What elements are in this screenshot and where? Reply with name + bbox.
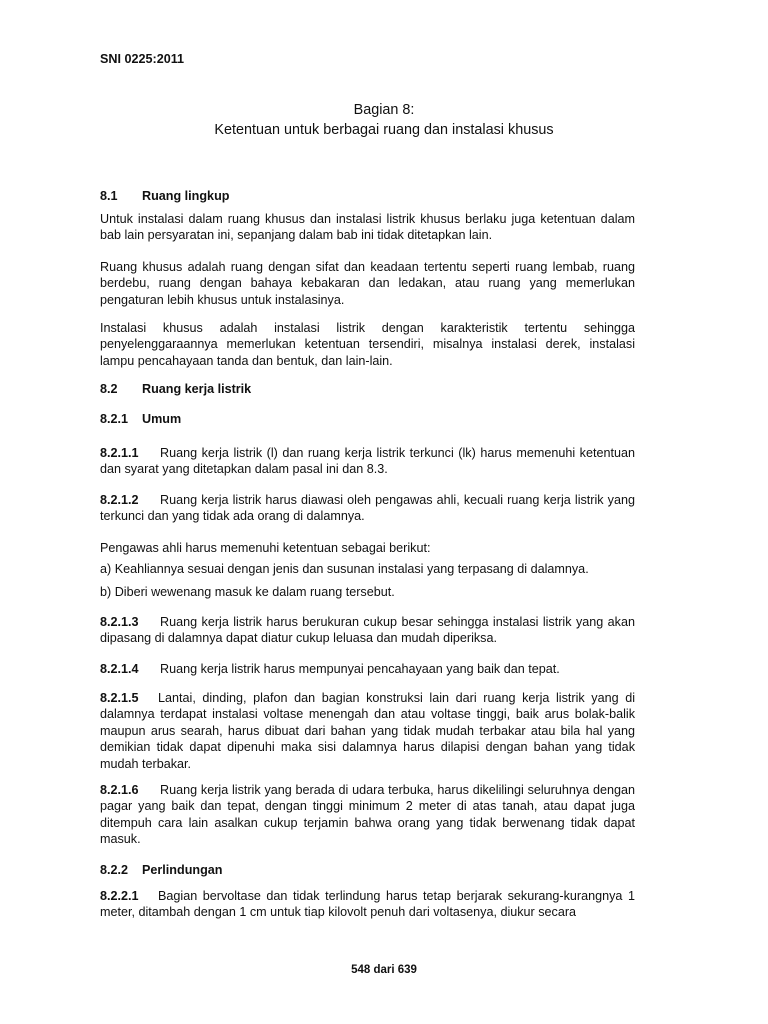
section-number-8-2-2: 8.2.2 xyxy=(100,863,129,877)
clause-8-2-1-1 xyxy=(100,445,635,478)
clause-8-2-1-2 xyxy=(100,492,635,525)
section-title-8-2-2: Perlindungan xyxy=(142,863,223,877)
clause-8-2-1-3 xyxy=(100,614,635,647)
section-number-8-1: 8.1 xyxy=(100,189,118,203)
supervisor-requirements-intro: Pengawas ahli harus memenuhi ketentuan sebagai berikut: xyxy=(100,541,431,555)
section-number-8-2-1: 8.2.1 xyxy=(100,412,129,426)
clause-text: Ruang kerja listrik harus diawasi oleh pengawas ahli, kecuali ruang kerja listrik yang terkunci dan yang tidak ada orang di dalamnya. xyxy=(100,493,635,524)
clause-number: 8.2.2.1 xyxy=(100,889,139,903)
page-number: 548 dari 639 xyxy=(351,964,417,976)
section-number-8-2: 8.2 xyxy=(100,382,118,396)
clause-8-2-1-4 xyxy=(100,661,635,677)
clause-text: Lantai, dinding, plafon dan bagian konstruksi lain dari ruang kerja listrik yang di dalamnya terdapat instalasi voltase menengah dan atau voltase tinggi, baik arus bolak-balik maupun arus searah, harus dibuat dari bahan yang tidak mudah terbakar atau bila hal yang demikian tidak dapat dipenuhi maka sisi dalamnya harus dilapisi dengan bahan yang tidak mudah terbakar. xyxy=(100,691,635,771)
clause-text: Ruang kerja listrik harus mempunyai pencahayaan yang baik dan tepat. xyxy=(160,662,560,676)
chapter-label: Bagian 8: xyxy=(353,102,415,118)
clause-number: 8.2.1.2 xyxy=(100,493,139,507)
clause-text: Bagian bervoltase dan tidak terlindung harus tetap berjarak sekurang-kurangnya 1 meter, ditambah dengan 1 cm untuk tiap kilovolt penuh dari voltasenya, diukur secara xyxy=(100,889,635,920)
section-title-8-1: Ruang lingkup xyxy=(142,189,230,203)
clause-text: Ruang kerja listrik harus berukuran cukup besar sehingga instalasi listrik yang akan dipasang di dalamnya dapat diatur cukup leluasa dan mudah diperiksa. xyxy=(100,615,635,646)
clause-text: Ruang kerja listrik (l) dan ruang kerja listrik terkunci (lk) harus memenuhi ketentuan dan syarat yang ditetapkan dalam pasal ini dan 8.3. xyxy=(100,446,635,477)
requirement-item-a: a) Keahliannya sesuai dengan jenis dan susunan instalasi yang terpasang di dalamnya. xyxy=(100,562,589,576)
clause-number: 8.2.1.6 xyxy=(100,783,139,797)
clause-number: 8.2.1.5 xyxy=(100,691,139,705)
clause-text: Ruang kerja listrik yang berada di udara terbuka, harus dikelilingi seluruhnya dengan pagar yang baik dan tepat, dengan tinggi minimum 2 meter di atas tanah, atau dapat juga ditempuh cara lain asalkan cukup terjamin bahwa orang yang tidak berwenang tidak dapat masuk. xyxy=(100,783,635,847)
clause-number: 8.2.1.1 xyxy=(100,446,139,460)
paragraph-8-1-special-rooms: Ruang khusus adalah ruang dengan sifat dan keadaan tertentu seperti ruang lembab, ruang berdebu, ruang dengan bahaya kebakaran dan ledakan, atau ruang yang memerlukan pengaturan lebih khusus untuk instalasinya. xyxy=(100,260,635,307)
paragraph-8-1-intro: Untuk instalasi dalam ruang khusus dan instalasi listrik khusus berlaku juga ketentuan dalam bab lain persyaratan ini, sepanjang dalam bab ini tidak ditetapkan lain. xyxy=(100,212,635,243)
clause-8-2-2-1 xyxy=(100,888,635,921)
clause-8-2-1-6 xyxy=(100,782,635,848)
paragraph-8-1-special-installations: Instalasi khusus adalah instalasi listrik dengan karakteristik tertentu sehingga penyelenggaraannya memerlukan ketentuan tersendiri, misalnya instalasi derek, instalasi lampu pencahayaan tanda dan bentuk, dan lain-lain. xyxy=(100,321,635,368)
clause-8-2-1-5 xyxy=(100,690,635,772)
clause-number: 8.2.1.3 xyxy=(100,615,139,629)
standard-code: SNI 0225:2011 xyxy=(100,52,185,66)
section-title-8-2-1: Umum xyxy=(142,412,182,426)
requirement-item-b: b) Diberi wewenang masuk ke dalam ruang tersebut. xyxy=(100,585,395,599)
chapter-title: Ketentuan untuk berbagai ruang dan instalasi khusus xyxy=(214,122,554,138)
clause-number: 8.2.1.4 xyxy=(100,662,139,676)
section-title-8-2: Ruang kerja listrik xyxy=(142,382,252,396)
